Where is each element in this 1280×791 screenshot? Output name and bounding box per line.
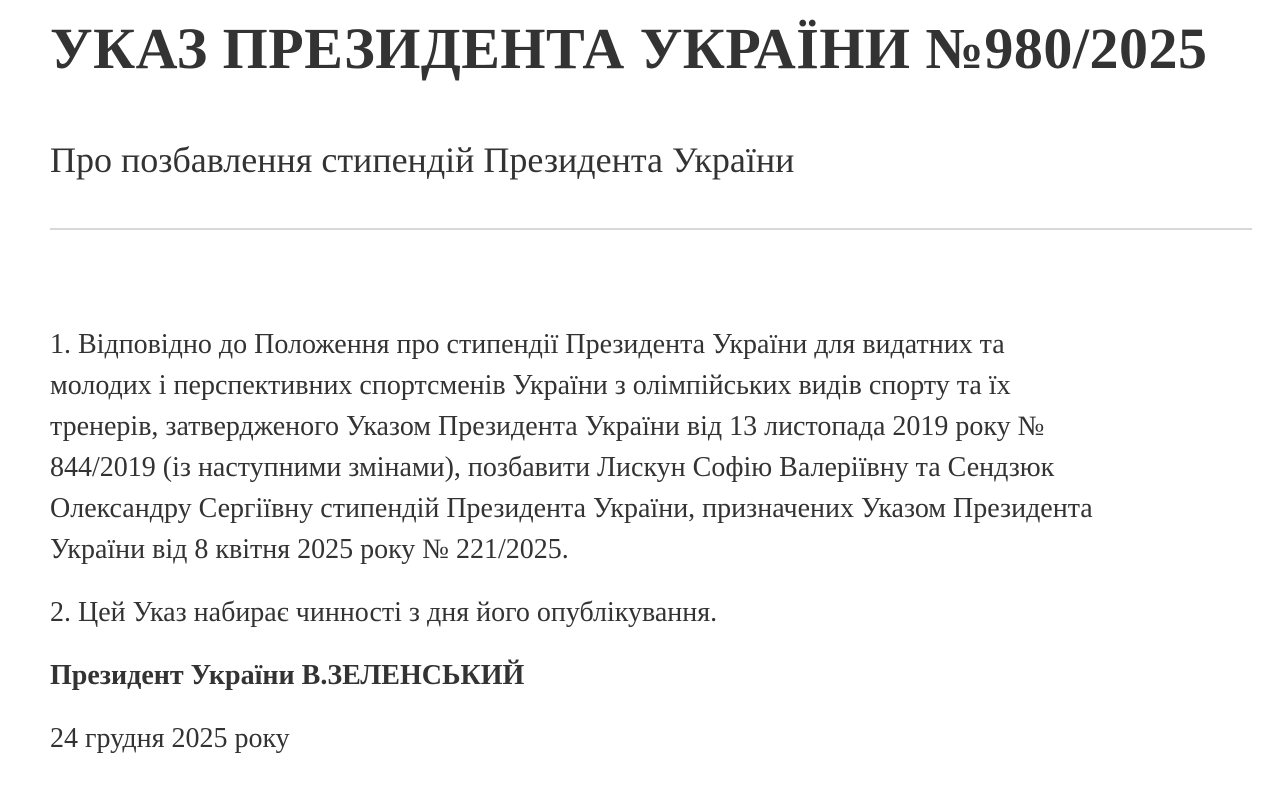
decree-paragraph-1: 1. Відповідно до Положення про стипендії Президента України для видатних та молодих і перспективних спортсменів України з олімпійських видів спорту та їх тренерів, затвердженого Указом Президента України від 13 листопада 2019 року № 844/2019 (із наступними змінами), позбавити Лискун Софію Валеріївну та Сендзюк Олександру Сергіївну стипендій Президента України, призначених Указом Президента України від 8 квітня 2025 року № 221/2025. xyxy=(50,328,1093,565)
decree-body xyxy=(50,324,1252,759)
signature-line: Президент України В.ЗЕЛЕНСЬКИЙ xyxy=(50,659,525,691)
decree-title: УКАЗ ПРЕЗИДЕНТА УКРАЇНИ №980/2025 xyxy=(50,16,1208,81)
date-line: 24 грудня 2025 року xyxy=(50,722,290,754)
divider xyxy=(50,228,1252,230)
decree-paragraph-2: 2. Цей Указ набирає чинності з дня його опублікування. xyxy=(50,596,718,628)
decree-subtitle: Про позбавлення стипендій Президента України xyxy=(50,139,795,180)
